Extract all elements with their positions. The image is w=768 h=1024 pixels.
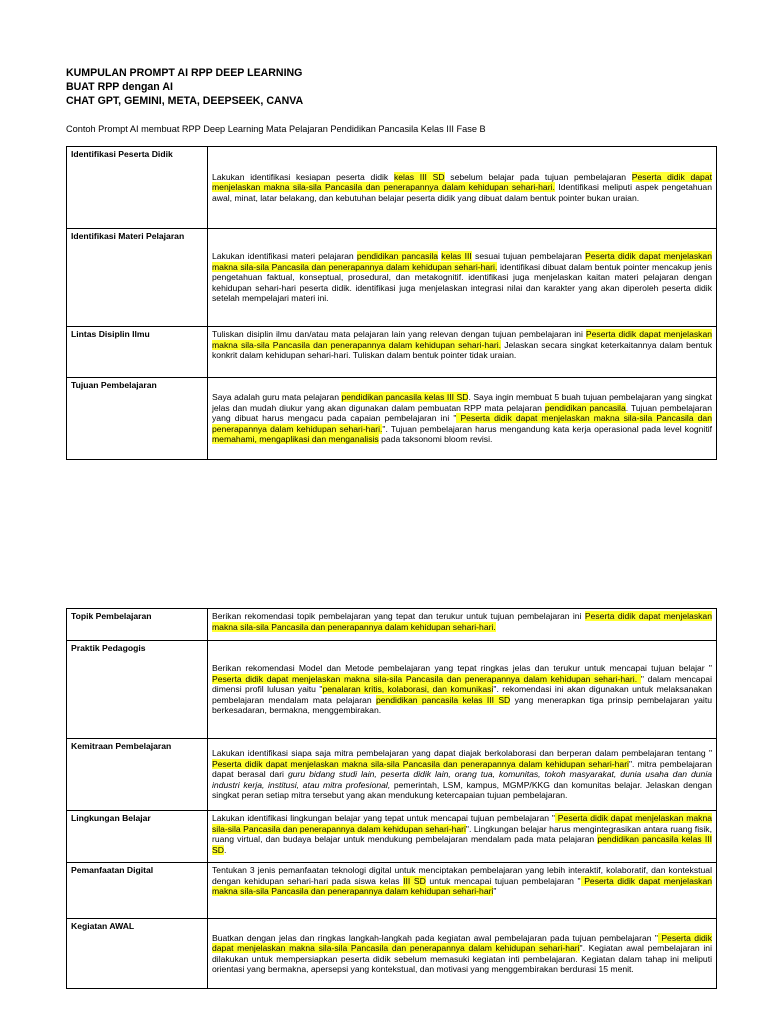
- content-text: ". Lingkungan belajar harus mengintegrasikan antara ruang fisik, ruang virtual, dan budaya belajar untuk mendukung pembelajaran mendalam pada mata pelajaran: [212, 823, 712, 844]
- content-text: Tuliskan disiplin ilmu dan/atau mata pelajaran lain yang relevan dengan tujuan pembelajaran ini: [212, 329, 586, 339]
- table-row: [67, 147, 717, 229]
- content-text: Tentukan 3 jenis pemanfaatan teknologi digital untuk menciptakan pembelajaran yang lebih interaktif, kolaboratif, dan kontekstual dengan kehidupan sehari-hari pada siswa kelas: [212, 865, 712, 886]
- prompt-table-1-body: [67, 147, 717, 460]
- table-row: [67, 641, 717, 739]
- row-label: Identifikasi Materi Pelajaran: [67, 229, 208, 327]
- content-text: " dalam mencapai dimensi profil lulusan yaitu ": [212, 673, 713, 695]
- highlighted-text: Peserta didik dapat menjelaskan makna sila-sila Pancasila dan penerapannya dalam kehidupan sehari-hari.: [212, 413, 712, 434]
- content-text: identifikasi dibuat dalam bentuk pointer mencakup jenis pengetahuan faktual, konseptual, prosedural, dan metakognitif. identifikasi juga menjelaskan kaitan materi pelajaran dengan kehidupan sehari-hari peserta didik. identifikasi juga menjelaskan integrasi nilai dan karakter yang akan diperoleh peserta didik setelah mempelajari materi ini.: [212, 261, 712, 304]
- highlighted-text: pendidikan pancasila kelas III SD: [341, 392, 469, 403]
- table-row: [67, 229, 717, 327]
- content-text: guru bidang studi lain, peserta didik lain, orang tua, komunitas, tokoh masyarakat, dunia usaha dan dunia industri kerja, institusi, atau mitra profesional,: [212, 769, 713, 790]
- row-content: [208, 229, 717, 327]
- content-text: Berikan rekomendasi Model dan Metode pembelajaran yang tepat ringkas jelas dan terukur untuk mencapai tujuan belajar ": [212, 663, 712, 674]
- document-header: [66, 66, 716, 108]
- table-row: [67, 919, 717, 989]
- document-subtitle: Contoh Prompt AI membuat RPP Deep Learning Mata Pelajaran Pendidikan Pancasila Kelas III Fase B: [66, 124, 486, 134]
- content-text: Identifikasi meliputi aspek pengetahuan awal, minat, latar belakang, dan kebutuhan belajar peserta didik yang dibuat dalam bentuk pointer bukan uraian.: [212, 182, 712, 203]
- row-label: Lintas Disiplin Ilmu: [67, 327, 208, 378]
- highlighted-text: pendidikan pancasila: [356, 251, 439, 262]
- content-text: sebelum belajar pada tujuan pembelajaran: [444, 171, 632, 182]
- row-content: [208, 641, 717, 739]
- content-text: sesuai tujuan pembelajaran: [471, 251, 586, 262]
- content-text: Lakukan identifikasi materi pelajaran: [212, 251, 357, 262]
- content-text: Berikan rekomendasi topik pembelajaran yang tepat dan terukur untuk tujuan pembelajaran ini: [212, 611, 585, 621]
- content-text: pada taksonomi bloom revisi.: [378, 434, 493, 445]
- row-content: [208, 811, 717, 863]
- title-line-3: CHAT GPT, GEMINI, META, DEEPSEEK, CANVA: [66, 95, 304, 107]
- highlighted-text: Peserta didik dapat menjelaskan makna sila-sila Pancasila dan penerapannya dalam kehidupan sehari-hari.: [212, 251, 712, 272]
- table-row: [67, 327, 717, 378]
- row-content: [208, 863, 717, 919]
- content-text: Lakukan identifikasi lingkungan belajar yang tepat untuk mencapai tujuan pembelajaran ": [212, 813, 555, 823]
- row-content: [208, 147, 717, 229]
- highlighted-text: memahami, mengaplikasi dan menganalisis: [212, 434, 379, 445]
- highlighted-text: Peserta didik dapat menjelaskan makna sila-sila Pancasila dan penerapannya dalam kehidupan sehari-hari.: [212, 611, 712, 632]
- highlighted-text: Peserta didik dapat menjelaskan makna sila-sila Pancasila dan penerapannya dalam kehidupan sehari-hari.: [212, 171, 712, 193]
- highlighted-text: Peserta didik dapat menjelaskan makna sila-sila Pancasila dan penerapannya dalam kehidupan sehari-hari: [212, 813, 713, 834]
- content-text: Lakukan identifikasi kesiapan peserta didik: [212, 171, 394, 182]
- highlighted-text: pendidikan pancasila kelas III SD: [375, 694, 511, 705]
- table-row: [67, 739, 717, 811]
- row-label: Identifikasi Peserta Didik: [67, 147, 208, 229]
- highlighted-text: Peserta didik dapat menjelaskan makna sila-sila Pancasila dan penerapannya dalam kehidupan sehari-hari.: [212, 673, 641, 684]
- title-line-2: BUAT RPP dengan AI: [66, 81, 173, 93]
- table-row: [67, 609, 717, 641]
- content-text: ". Kegiatan awal pembelajaran ini dilakukan untuk mempersiapkan peserta didik sebelum memasuki kegiatan inti pembelajaran. Kegiatan dalam tahap ini meliputi orientasi yang bermakna, apersepsi yang kontekstual, dan motivasi yang menggembirakan berdurasi 15 menit.: [212, 943, 712, 974]
- row-label: Topik Pembelajaran: [67, 609, 208, 641]
- content-text: Lakukan identifikasi siapa saja mitra pembelajaran yang dapat diajak berkolaborasi dan berperan dalam pembelajaran tentang ": [212, 748, 712, 759]
- content-text: ": [493, 886, 497, 896]
- row-content: [208, 739, 717, 811]
- row-label: Lingkungan Belajar: [67, 811, 208, 863]
- content-text: Jelaskan secara singkat keterkaitannya dalam bentuk konkrit dalam kehidupan sehari-hari. Tuliskan dalam bentuk pointer tidak uraian.: [212, 339, 712, 360]
- content-text: Saya adalah guru mata pelajaran: [212, 392, 342, 403]
- highlighted-text: Peserta didik dapat menjelaskan makna sila-sila Pancasila dan penerapannya dalam kehidupan sehari-hari: [212, 758, 629, 769]
- highlighted-text: Peserta didik dapat menjelaskan makna sila-sila Pancasila dan penerapannya dalam kehidupan sehari-hari: [212, 875, 713, 896]
- title-line-1: KUMPULAN PROMPT AI RPP DEEP LEARNING: [66, 67, 303, 79]
- highlighted-text: pendidikan pancasila: [544, 402, 626, 413]
- row-label: Pemanfaatan Digital: [67, 863, 208, 919]
- row-label: Kemitraan Pembelajaran: [67, 739, 208, 811]
- highlighted-text: kelas III SD: [393, 171, 445, 182]
- content-text: untuk mencapai tujuan pembelajaran ": [425, 875, 581, 886]
- row-content: [208, 378, 717, 460]
- prompt-table-2-body: [67, 609, 717, 989]
- content-text: . Saya ingin membuat 5 buah tujuan pembelajaran yang singkat jelas dan mudah diukur yang akan digunakan dalam pembuatan RPP mata pelajaran: [212, 392, 712, 413]
- highlighted-text: III SD: [403, 875, 426, 886]
- row-content: [208, 609, 717, 641]
- table-row: [67, 378, 717, 460]
- prompt-table-1: [66, 146, 717, 460]
- content-text: ". mitra pembelajaran dapat berasal dari: [212, 758, 712, 780]
- content-text: . Tujuan pembelajaran yang dibuat harus mengacu pada capaian pembelajaran ini ": [212, 402, 712, 424]
- table-row: [67, 863, 717, 919]
- row-content: [208, 919, 717, 989]
- highlighted-text: kelas III: [441, 251, 472, 262]
- highlighted-text: pendidikan pancasila kelas III SD: [212, 834, 712, 855]
- prompt-table-2: [66, 608, 717, 989]
- content-text: ". rekomendasi ini akan digunakan untuk melaksanakan pembelajaran mendalam mata pelajaran: [212, 684, 713, 705]
- content-text: Buatkan dengan jelas dan ringkas langkah-langkah pada kegiatan awal pembelajaran pada tujuan pembelajaran ": [212, 932, 658, 943]
- highlighted-text: Peserta didik dapat menjelaskan makna sila-sila Pancasila dan penerapannya dalam kehidupan sehari-hari: [212, 932, 712, 953]
- table-row: [67, 811, 717, 863]
- row-label: Kegiatan AWAL: [67, 919, 208, 989]
- row-label: Praktik Pedagogis: [67, 641, 208, 739]
- content-text: .: [223, 844, 227, 855]
- highlighted-text: Peserta didik dapat menjelaskan makna sila-sila Pancasila dan penerapannya dalam kehidupan sehari-hari.: [212, 329, 713, 350]
- content-text: pemerintah, LSM, kampus, MGMP/KKG dan komunitas belajar. Jelaskan dengan singkat peran setiap mitra tersebut yang akan mendukung ketercapaian tujuan pembelajaran.: [212, 779, 712, 801]
- content-text: ". Tujuan pembelajaran harus mengandung kata kerja operasional pada level kognitif: [382, 423, 713, 434]
- highlighted-text: penalaran kritis, kolaborasi, dan komunikasi: [322, 684, 494, 695]
- row-label: Tujuan Pembelajaran: [67, 378, 208, 460]
- content-text: yang menerapkan tiga prinsip pembelajaran yaitu berkesadaran, bermakna, menggembirakan.: [212, 694, 712, 716]
- row-content: [208, 327, 717, 378]
